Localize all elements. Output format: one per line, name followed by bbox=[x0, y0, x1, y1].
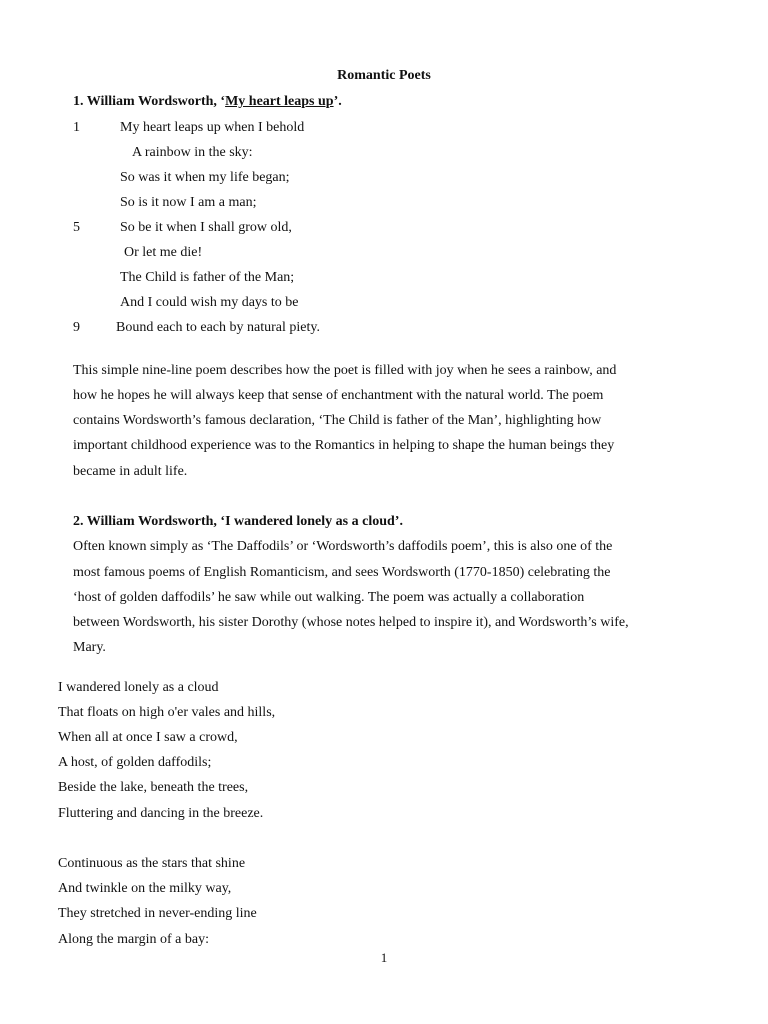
poem1-line: A rainbow in the sky: bbox=[132, 145, 253, 160]
poem2-line: They stretched in never-ending line bbox=[58, 906, 257, 921]
poem1-line-number: 5 bbox=[73, 220, 80, 235]
page-title: Romantic Poets bbox=[337, 68, 431, 83]
commentary-line: important childhood experience was to the Romantics in helping to shape the human beings they bbox=[73, 438, 615, 453]
section1-heading-prefix: 1. William Wordsworth, ‘ bbox=[73, 94, 226, 109]
section2-heading: 2. William Wordsworth, ‘I wandered lonely as a cloud’. bbox=[73, 514, 403, 529]
commentary-line: became in adult life. bbox=[73, 464, 188, 479]
poem1-line-number: 1 bbox=[73, 120, 80, 135]
poem1-line: My heart leaps up when I behold bbox=[120, 120, 305, 135]
poem2-line: Fluttering and dancing in the breeze. bbox=[58, 806, 264, 821]
poem2-line: A host, of golden daffodils; bbox=[58, 755, 212, 770]
section1-heading bbox=[73, 94, 342, 110]
intro-line: most famous poems of English Romanticism, and sees Wordsworth (1770-1850) celebrating the bbox=[73, 565, 611, 580]
commentary-line: how he hopes he will always keep that sense of enchantment with the natural world. The poem bbox=[73, 388, 604, 403]
poem1-line: The Child is father of the Man; bbox=[120, 270, 295, 285]
intro-line: Mary. bbox=[73, 640, 106, 655]
poem2-line: Along the margin of a bay: bbox=[58, 932, 209, 947]
poem2-line: Continuous as the stars that shine bbox=[58, 856, 246, 871]
poem2-line: And twinkle on the milky way, bbox=[58, 881, 232, 896]
intro-line: ‘host of golden daffodils’ he saw while out walking. The poem was actually a collaboration bbox=[73, 590, 585, 605]
poem1-line: Or let me die! bbox=[124, 245, 203, 260]
commentary-line: This simple nine-line poem describes how the poet is filled with joy when he sees a rainbow, and bbox=[73, 363, 617, 378]
poem1-line: And I could wish my days to be bbox=[120, 295, 299, 310]
poem1-line: Bound each to each by natural piety. bbox=[116, 320, 320, 335]
page-number: 1 bbox=[380, 950, 388, 965]
poem2-line: When all at once I saw a crowd, bbox=[58, 730, 238, 745]
poem1-line: So was it when my life began; bbox=[120, 170, 290, 185]
intro-line: Often known simply as ‘The Daffodils’ or ‘Wordsworth’s daffodils poem’, this is also one of the bbox=[73, 539, 613, 554]
poem1-line-number: 9 bbox=[73, 320, 80, 335]
poem1-line: So be it when I shall grow old, bbox=[120, 220, 292, 235]
poem2-line: I wandered lonely as a cloud bbox=[58, 680, 219, 695]
commentary-line: contains Wordsworth’s famous declaration, ‘The Child is father of the Man’, highlighting how bbox=[73, 413, 602, 428]
poem2-line: That floats on high o'er vales and hills, bbox=[58, 705, 276, 720]
section1-heading-suffix: ’. bbox=[333, 94, 342, 109]
intro-line: between Wordsworth, his sister Dorothy (whose notes helped to inspire it), and Wordsworth’s wife, bbox=[73, 615, 629, 630]
poem2-line: Beside the lake, beneath the trees, bbox=[58, 780, 249, 795]
section1-heading-title: My heart leaps up bbox=[225, 94, 334, 109]
poem1-line: So is it now I am a man; bbox=[120, 195, 257, 210]
